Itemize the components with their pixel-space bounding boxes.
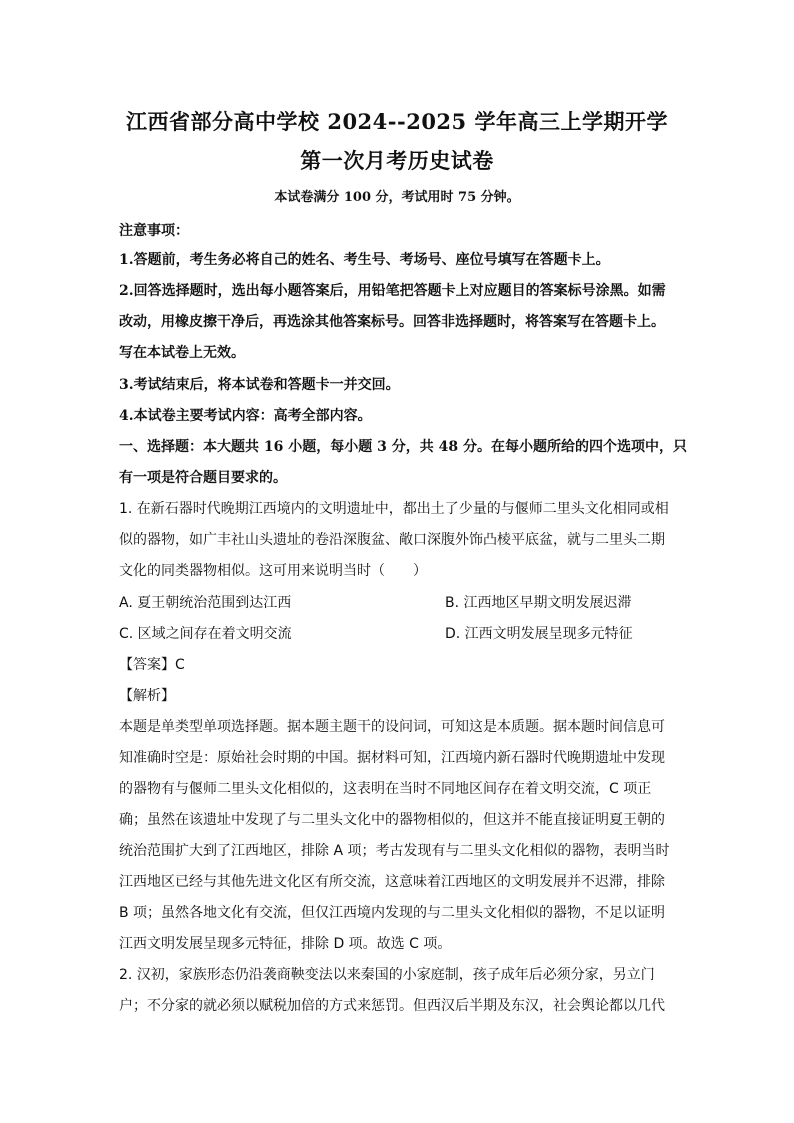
notes-heading: 注意事项： <box>119 223 189 239</box>
q1-analysis-line: B 项；虽然各地文化有交流，但仅江西境内发现的与二里头文化相似的器物，不足以证明 <box>119 905 666 921</box>
q1-stem-line: 似的器物，如广丰社山头遗址的卷沿深腹盆、敞口深腹外饰凸棱平底盆，就与二里头二期 <box>119 532 665 548</box>
q1-option-c: C. 区域之间存在着文明交流 <box>119 626 292 642</box>
q1-analysis-line: 本题是单类型单项选择题。据本题主题干的设问词，可知这是本质题。据本题时间信息可 <box>119 719 665 735</box>
q1-analysis-label: 【解析】 <box>119 688 175 704</box>
notes-line: 改动，用橡皮擦干净后，再选涂其他答案标号。回答非选择题时，将答案写在答题卡上。 <box>119 314 665 330</box>
q1-stem-line: 1. 在新石器时代晚期江西境内的文明遗址中，都出土了少量的与偃师二里头文化相同或相 <box>119 501 669 517</box>
notes-line: 1.答题前，考生务必将自己的姓名、考生号、考场号、座位号填写在答题卡上。 <box>119 252 610 268</box>
section-heading-cont: 有一项是符合题目要求的。 <box>119 470 287 486</box>
q1-option-b: B. 江西地区早期文明发展迟滞 <box>445 595 632 611</box>
q1-stem-line: 文化的同类器物相似。这可用来说明当时（ ） <box>119 563 427 579</box>
q1-option-d: D. 江西文明发展呈现多元特征 <box>445 626 633 642</box>
q1-analysis-line: 确；虽然在该遗址中发现了与二里头文化中的器物相似的，但这并不能直接证明夏王朝的 <box>119 812 665 828</box>
section-heading: 一、选择题：本大题共 16 小题，每小题 3 分，共 48 分。在每小题所给的四个选项中，只 <box>119 439 687 455</box>
q1-option-a: A. 夏王朝统治范围到达江西 <box>119 595 292 611</box>
q1-analysis-line: 江西地区已经与其他先进文化区有所交流，这意味着江西地区的文明发展并不迟滞，排除 <box>119 874 665 890</box>
q1-analysis-line: 知准确时空是：原始社会时期的中国。据材料可知，江西境内新石器时代晚期遗址中发现 <box>119 750 665 766</box>
exam-title-line-1: 江西省部分高中学校 2024--2025 学年高三上学期开学 <box>126 109 668 134</box>
notes-line: 写在本试卷上无效。 <box>119 345 245 361</box>
notes-line: 4.本试卷主要考试内容：高考全部内容。 <box>119 408 372 424</box>
q1-answer: 【答案】C <box>119 657 185 673</box>
q2-stem-line: 户；不分家的就必须以赋税加倍的方式来惩罚。但西汉后半期及东汉，社会舆论都以几代 <box>119 998 665 1014</box>
notes-line: 2.回答选择题时，选出每小题答案后，用铅笔把答题卡上对应题目的答案标号涂黑。如需 <box>119 283 666 299</box>
exam-subtitle: 本试卷满分 100 分，考试用时 75 分钟。 <box>274 190 520 205</box>
notes-line: 3.考试结束后，将本试卷和答题卡一并交回。 <box>119 377 400 393</box>
q1-analysis-line: 的器物有与偃师二里头文化相似的，这表明在当时不同地区间存在着文明交流，C 项正 <box>119 781 652 797</box>
exam-title-line-2: 第一次月考历史试卷 <box>300 148 494 173</box>
q1-analysis-line: 江西文明发展呈现多元特征，排除 D 项。故选 C 项。 <box>119 936 452 952</box>
q1-analysis-line: 统治范围扩大到了江西地区，排除 A 项；考古发现有与二里头文化相似的器物，表明当时 <box>119 843 670 859</box>
q2-stem-line: 2. 汉初，家族形态仍沿袭商鞅变法以来秦国的小家庭制，孩子成年后必须分家，另立门 <box>119 967 655 983</box>
